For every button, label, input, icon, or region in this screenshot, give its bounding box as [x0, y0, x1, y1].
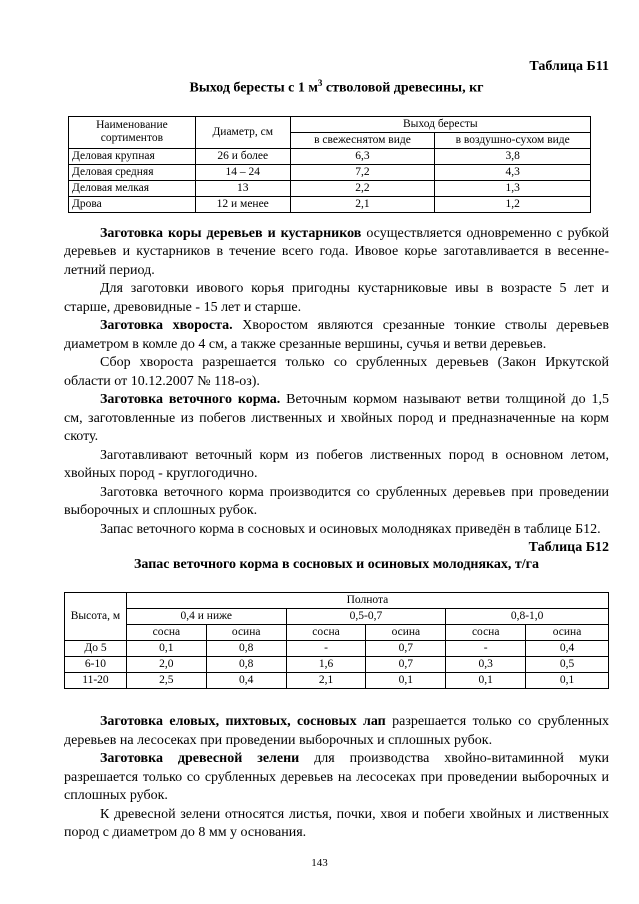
table-b12-header-species: осина [206, 625, 286, 641]
body-text-1 [64, 225, 609, 540]
paragraph [64, 317, 609, 354]
table-cell: 6-10 [65, 657, 127, 673]
table-b11-header-fresh: в свежеснятом виде [290, 132, 435, 148]
page-content [64, 58, 609, 843]
table-b11 [68, 116, 591, 213]
table-cell: 12 и менее [195, 196, 290, 212]
paragraph-bold: Заготовка коры деревьев и кустарников [100, 225, 362, 241]
paragraph [64, 750, 609, 806]
table-cell: 0,5 [526, 657, 609, 673]
table-cell: 0,1 [126, 641, 206, 657]
table-cell: 1,3 [435, 180, 591, 196]
table-cell: 0,4 [526, 641, 609, 657]
paragraph-bold: Заготовка хвороста. [100, 318, 233, 334]
table-cell: 0,1 [366, 673, 446, 689]
paragraph-text: осуществляется одновременно с рубкой деревьев и кустарников в течение всего года. Ивовое корье заготавливается в весенне-летний период. [64, 225, 609, 278]
paragraph [64, 806, 609, 843]
table-cell: 1,6 [286, 657, 366, 673]
table-b11-header-name: Наименование сортиментов [69, 116, 196, 148]
table-b12-header-species: сосна [446, 625, 526, 641]
table-row [65, 673, 609, 689]
paragraph-text: Заготавливают веточный корм из побегов лиственных пород в основном летом, хвойных пород - круглогодично. [64, 447, 609, 482]
table-cell: 14 – 24 [195, 164, 290, 180]
table-b12-title: Запас веточного корма в сосновых и осиновых молодняках, т/га [133, 557, 540, 573]
table-b11-header-diameter: Диаметр, см [195, 116, 290, 148]
paragraph [64, 354, 609, 391]
paragraph [64, 484, 609, 521]
table-row [65, 641, 609, 657]
paragraph [64, 391, 609, 447]
table-b12-header-group: 0,5-0,7 [286, 609, 446, 625]
table-row [69, 180, 591, 196]
paragraph-text: для производства хвойно-витаминной муки разрешается только со срубленных деревьев на лесосеках при проведении выборочных и сплошных рубок. [64, 751, 609, 804]
table-cell: До 5 [65, 641, 127, 657]
table-b11-header-yield: Выход бересты [290, 116, 590, 132]
table-cell: 2,2 [290, 180, 435, 196]
table-b11-title [64, 75, 609, 97]
table-row [69, 148, 591, 164]
table-b11-header-dry: в воздушно-сухом виде [435, 132, 591, 148]
table-cell: 2,5 [126, 673, 206, 689]
table-row [65, 657, 609, 673]
table-cell: 2,0 [126, 657, 206, 673]
table-cell: - [286, 641, 366, 657]
table-cell: 0,3 [446, 657, 526, 673]
paragraph-bold: Заготовка еловых, пихтовых, сосновых лап [100, 714, 386, 730]
table-cell: Деловая средняя [69, 164, 196, 180]
table-cell: 0,8 [206, 657, 286, 673]
table-cell: Дрова [69, 196, 196, 212]
table-b12-header-species: сосна [286, 625, 366, 641]
paragraph [64, 447, 609, 484]
table-b12-header-species: сосна [126, 625, 206, 641]
paragraph-bold: Заготовка древесной зелени [100, 751, 300, 767]
table-cell: - [446, 641, 526, 657]
table-cell: 13 [195, 180, 290, 196]
table-b11-title-tail: стволовой древесины, кг [322, 80, 484, 96]
table-b12-header-species: осина [526, 625, 609, 641]
table-row [69, 196, 591, 212]
table-cell: 11-20 [65, 673, 127, 689]
table-cell: 26 и более [195, 148, 290, 164]
table-b12-body [65, 641, 609, 689]
table-b11-caption: Таблица Б11 [529, 59, 609, 74]
table-cell: 0,1 [526, 673, 609, 689]
table-cell: Деловая мелкая [69, 180, 196, 196]
table-cell: 3,8 [435, 148, 591, 164]
table-cell: 7,2 [290, 164, 435, 180]
table-b12-header-fullness: Полнота [126, 593, 608, 609]
table-row [69, 164, 591, 180]
paragraph-text: разрешается только со срубленных деревьев на лесосеках при проведении выборочных и сплошных рубок. [64, 714, 609, 748]
page-number: 143 [311, 857, 328, 869]
table-b12-header-height: Высота, м [65, 593, 127, 641]
paragraph-bold: Заготовка веточного корма. [100, 392, 281, 408]
table-cell: 0,4 [206, 673, 286, 689]
paragraph [64, 713, 609, 750]
table-b12 [64, 592, 609, 689]
table-cell: 2,1 [286, 673, 366, 689]
paragraph-text: К древесной зелени относятся листья, почки, хвоя и побеги хвойных и лиственных пород с диаметром до 8 мм у основания. [64, 806, 609, 841]
table-b12-header-group: 0,4 и ниже [126, 609, 286, 625]
table-b11-title-text: Выход бересты с 1 м [189, 80, 318, 96]
table-b12-caption: Таблица Б12 [528, 540, 609, 556]
table-b11-title-sup: 3 [317, 78, 323, 88]
paragraph-text: Для заготовки ивового корья пригодны кустарниковые ивы в возрасте 5 лет и старше, древовидные - 15 лет и старше. [64, 281, 609, 315]
table-cell: Деловая крупная [69, 148, 196, 164]
table-cell: 4,3 [435, 164, 591, 180]
table-cell: 0,8 [206, 641, 286, 657]
paragraph [64, 521, 609, 540]
table-b12-header-group: 0,8-1,0 [446, 609, 609, 625]
paragraph [64, 280, 609, 317]
table-b11-body [69, 148, 591, 212]
table-cell: 1,2 [435, 196, 591, 212]
paragraph-text: Заготовка веточного корма производится со срубленных деревьев при проведении выборочных и сплошных рубок. [64, 484, 609, 519]
paragraph-text: Запас веточного корма в сосновых и осиновых молодняках приведён в таблице Б12. [100, 521, 601, 537]
table-cell: 0,7 [366, 657, 446, 673]
table-cell: 0,1 [446, 673, 526, 689]
paragraph [64, 225, 609, 281]
table-b12-header-species: осина [366, 625, 446, 641]
paragraph-text: Хворостом являются срезанные тонкие стволы деревьев диаметром в комле до 4 см, а также срезанные вершины, сучья и ветви деревьев. [64, 318, 609, 352]
paragraph-text: Веточным кормом называют ветви толщиной до 1,5 см, заготовленные из побегов лиственных и хвойных пород и предназначенные на корм скоту. [64, 392, 609, 445]
paragraph-text: Сбор хвороста разрешается только со срубленных деревьев (Закон Иркутской области от 10.12.2007 № 118-оз). [64, 355, 609, 389]
body-text-2 [64, 713, 609, 843]
table-cell: 0,7 [366, 641, 446, 657]
table-cell: 6,3 [290, 148, 435, 164]
table-cell: 2,1 [290, 196, 435, 212]
